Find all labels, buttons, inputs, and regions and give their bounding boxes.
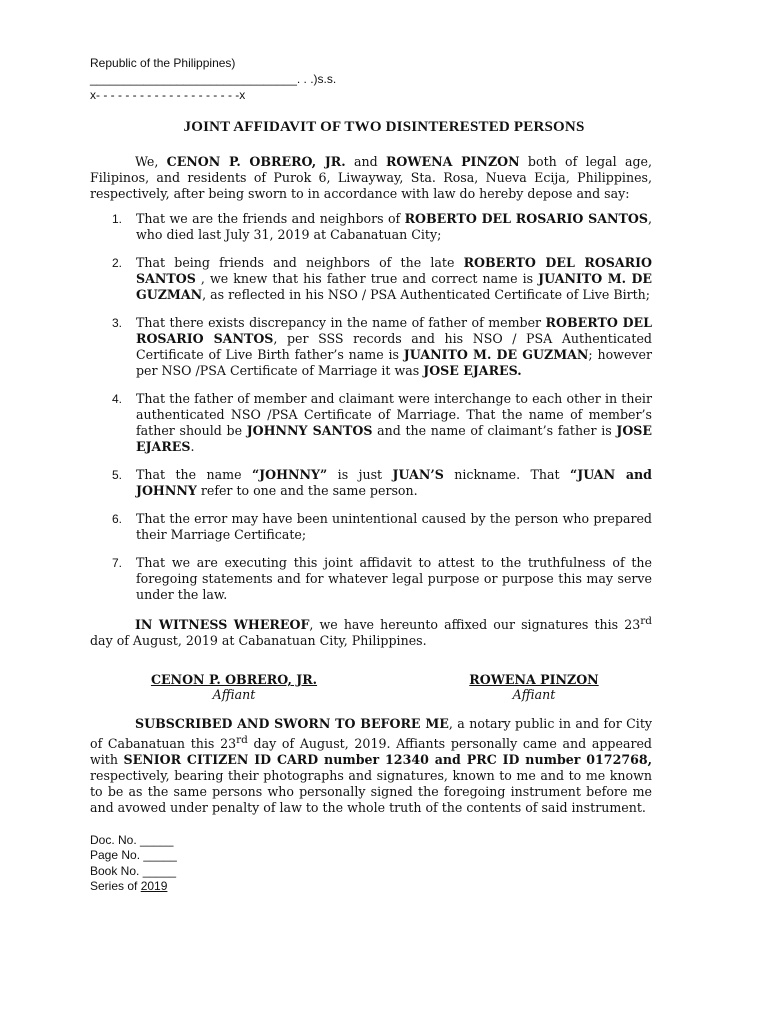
statement-text: and the name of claimant’s father is <box>372 423 617 438</box>
jurat-text: day of August, 2019. Affiants personally came and appeared with <box>90 736 652 768</box>
statement-bold: JUANITO M. DE GUZMAN <box>136 271 652 302</box>
intro-paragraph <box>90 154 652 202</box>
statement-text: , per SSS records and his NSO / PSA Authenticated Certificate of Live Birth father’s name is <box>136 331 652 362</box>
statement-text: ; however per NSO /PSA Certificate of Marriage it was <box>136 347 652 378</box>
id-cards-bold: SENIOR CITIZEN ID CARD number 12340 and PRC ID number 0172768, <box>123 752 653 768</box>
document-title: JOINT AFFIDAVIT OF TWO DISINTERESTED PERSONS <box>183 119 585 135</box>
signatory-2 <box>434 672 634 702</box>
statement-item <box>90 255 652 303</box>
statement-bold: JOSE EJARES. <box>423 363 522 378</box>
statement-bold: JUAN’S <box>392 467 444 482</box>
statement-text: , who died last July 31, 2019 at Cabanatuan City; <box>136 211 652 242</box>
jurat-text: respectively, bearing their photographs and signatures, known to me and to me known to be as the same persons who personally signed the foregoing instrument before me and avowed under penalty of law to the whole truth of the contents of said instrument. <box>90 768 652 816</box>
affiant-name-1: CENON P. OBRERO, JR. <box>166 154 346 169</box>
statement-bold: ROBERTO DEL ROSARIO SANTOS <box>136 315 652 346</box>
statement-text: That the father of member and claimant were interchange to each other in their authenticated NSO /PSA Certificate of Marriage. That the name of member’s father should be <box>136 391 652 438</box>
statement-bold: JOHNNY SANTOS <box>246 423 373 438</box>
venue-republic: Republic of the Philippines) <box>90 56 236 70</box>
series-label: Series of <box>90 879 141 894</box>
venue-ss-line: _______________________________. . .)s.s. <box>90 72 337 86</box>
witness-text: day of August, 2019 at Cabanatuan City, Philippines. <box>90 633 427 649</box>
ordinal-suffix: rd <box>236 734 248 746</box>
affiant-name-2: ROWENA PINZON <box>385 154 520 169</box>
statement-text: That we are executing this joint affidavit to attest to the truthfulness of the foregoing statements and for whatever legal purpose or purpose this may serve under the law. <box>136 555 652 602</box>
statement-text: That the error may have been unintentional caused by the person who prepared their Marriage Certificate; <box>136 511 652 542</box>
statement-number: 5. <box>112 468 123 482</box>
statement-bold: “JUAN and JOHNNY <box>136 467 652 498</box>
statement-text: That being friends and neighbors of the late <box>136 255 464 270</box>
statement-text: That there exists discrepancy in the name of father of member <box>136 315 546 330</box>
series-year: 2019 <box>140 879 168 894</box>
statement-bold: ROBERTO DEL ROSARIO SANTOS <box>136 255 653 286</box>
statement-item <box>90 391 652 455</box>
statement-item <box>90 511 652 543</box>
statement-item <box>90 467 652 499</box>
jurat-paragraph <box>90 716 652 816</box>
statement-text: , as reflected in his NSO / PSA Authenticated Certificate of Live Birth; <box>202 287 651 302</box>
notarial-register-block <box>90 833 177 895</box>
statement-number: 4. <box>112 392 123 406</box>
venue-x-line: x- - - - - - - - - - - - - - - - - - - -x <box>90 88 246 102</box>
statement-item <box>90 555 652 603</box>
intro-text: and <box>345 154 386 169</box>
signatory-role: Affiant <box>512 687 556 702</box>
venue-block <box>90 55 336 103</box>
statement-number: 2. <box>112 256 123 270</box>
statement-text: That we are the friends and neighbors of <box>136 211 405 226</box>
doc-no: Doc. No. _____ <box>90 833 174 847</box>
statement-number: 3. <box>112 316 123 330</box>
statement-item <box>90 211 652 243</box>
signatory-name: CENON P. OBRERO, JR. <box>150 672 318 687</box>
statement-text: That the name <box>136 467 252 482</box>
jurat-text: , a notary public in and for City of Cabanatuan this 23 <box>90 716 652 752</box>
statement-bold: ROBERTO DEL ROSARIO SANTOS <box>404 211 648 226</box>
statement-text: refer to one and the same person. <box>196 483 418 498</box>
statement-item <box>90 315 652 379</box>
statement-bold: “JOHNNY” <box>251 467 328 482</box>
intro-text: We, <box>135 154 167 169</box>
signatory-role: Affiant <box>212 687 256 702</box>
witness-text: , we have hereunto affixed our signatures this 23 <box>309 617 641 633</box>
witness-heading: IN WITNESS WHEREOF <box>135 617 310 633</box>
statement-text: . <box>190 439 195 454</box>
numbered-statements <box>90 211 652 615</box>
intro-text: both of legal age, Filipinos, and residents of Purok 6, Liwayway, Sta. Rosa, Nueva Ecija, Philippines, respectively, after being sworn to in accordance with law do hereby depose and say: <box>90 154 652 201</box>
jurat-heading: SUBSCRIBED AND SWORN TO BEFORE ME <box>135 716 449 731</box>
statement-text: , we knew that his father true and correct name is <box>195 271 539 286</box>
statement-number: 1. <box>112 212 123 226</box>
statement-bold: JOSE EJARES <box>136 423 652 454</box>
series-line <box>90 879 177 894</box>
statement-number: 6. <box>112 512 123 526</box>
statement-bold: JUANITO M. DE GUZMAN <box>403 347 589 362</box>
witness-paragraph <box>90 613 652 649</box>
book-no: Book No. _____ <box>90 863 177 878</box>
ordinal-suffix: rd <box>640 615 652 627</box>
statement-text: is just <box>327 467 393 482</box>
statement-text: nickname. That <box>443 467 570 482</box>
signatory-name: ROWENA PINZON <box>469 672 599 687</box>
statement-number: 7. <box>112 556 123 570</box>
page-no: Page No. _____ <box>90 848 177 863</box>
signatory-1 <box>134 672 334 702</box>
